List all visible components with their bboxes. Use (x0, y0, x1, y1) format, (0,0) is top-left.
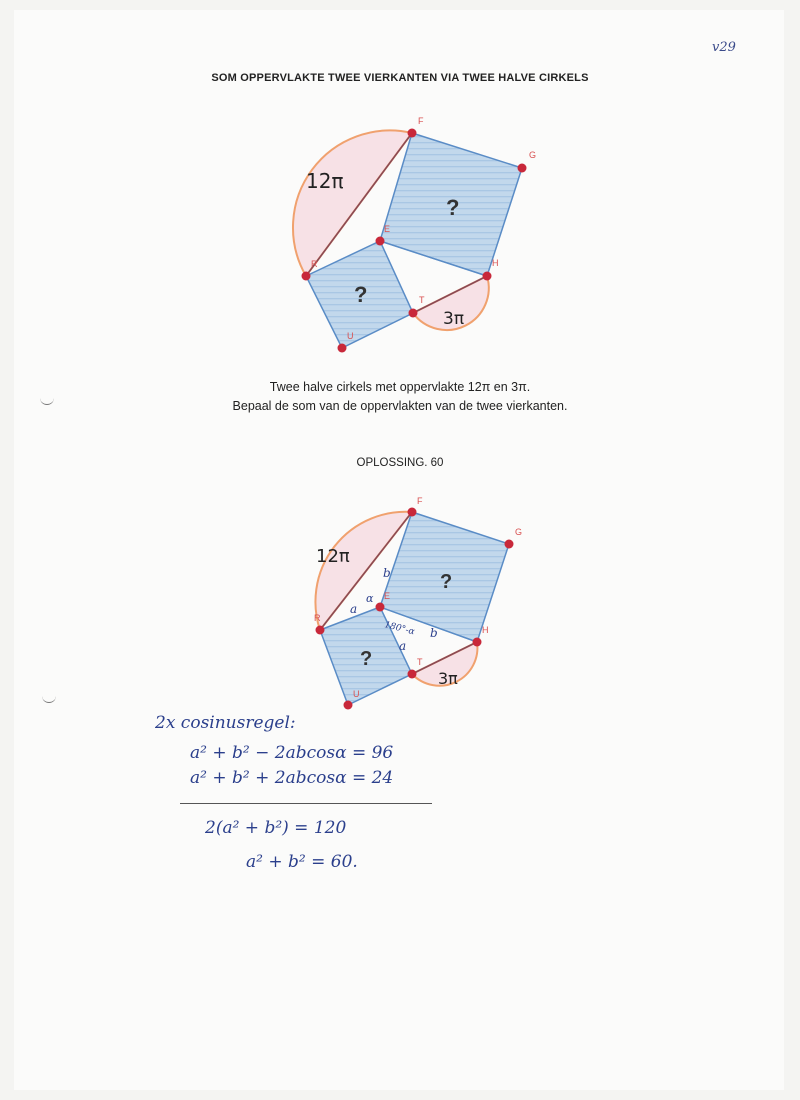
point-T-2 (408, 670, 417, 679)
point-F-2 (408, 508, 417, 517)
point-R (302, 272, 311, 281)
label-F-2: F (417, 496, 423, 506)
point-F (408, 129, 417, 138)
handwritten-eq-4: a² + b² = 60. (246, 852, 358, 872)
label-question-big: ? (446, 195, 460, 220)
annot-a-1: a (350, 602, 358, 616)
question-line-1: Twee halve cirkels met oppervlakte 12π en 3π. (269, 380, 531, 394)
question-line-2: Bepaal de som van de oppervlakten van de twee vierkanten. (232, 399, 568, 413)
point-G (518, 164, 527, 173)
label-U-2: U (353, 689, 360, 699)
annot-b-1: b (383, 566, 391, 580)
handwritten-eq-2: a² + b² + 2abcosα = 24 (190, 768, 394, 788)
label-H: H (492, 258, 499, 268)
figure-1 (293, 116, 536, 353)
point-R-2 (316, 626, 325, 635)
point-H (483, 272, 492, 281)
annot-a-2: a (399, 639, 407, 653)
label-G-2: G (515, 527, 523, 537)
solution-title: OPLOSSING. 60 (356, 457, 444, 469)
question-text (0, 378, 800, 416)
point-H-2 (473, 638, 482, 647)
handwritten-eq-1: a² + b² − 2abcosα = 96 (190, 743, 394, 763)
label-3pi: 3π (443, 309, 465, 329)
handwritten-eq-3: 2(a² + b²) = 120 (205, 818, 347, 838)
label-T: T (419, 295, 425, 305)
label-3pi-2: 3π (438, 669, 458, 688)
label-U: U (347, 331, 354, 341)
label-E-2: E (384, 591, 391, 601)
page-title: SOM OPPERVLAKTE TWEE VIERKANTEN VIA TWEE HALVE CIRKELS (211, 72, 589, 84)
point-U (338, 344, 347, 353)
page-code: v29 (712, 40, 736, 55)
label-T-2: T (417, 657, 423, 667)
point-E-2 (376, 603, 385, 612)
label-12pi: 12π (306, 169, 344, 193)
label-R: R (311, 259, 318, 269)
sum-divider-line (180, 803, 432, 804)
label-12pi-2: 12π (316, 546, 350, 567)
annot-angle: 180°-α (383, 620, 416, 638)
label-R-2: R (314, 613, 321, 623)
label-question-small: ? (354, 282, 368, 307)
label-E: E (384, 224, 391, 234)
handwritten-heading: 2x cosinusregel: (155, 713, 296, 733)
figure-2 (314, 496, 522, 710)
label-H-2: H (482, 625, 489, 635)
annot-b-2: b (430, 626, 438, 640)
point-G-2 (505, 540, 514, 549)
point-T (409, 309, 418, 318)
annot-alpha-1: α (366, 592, 374, 605)
label-question-big-2: ? (440, 571, 453, 593)
label-question-small-2: ? (360, 648, 373, 670)
label-G: G (529, 150, 537, 160)
point-E (376, 237, 385, 246)
label-F: F (418, 116, 424, 126)
point-U-2 (344, 701, 353, 710)
